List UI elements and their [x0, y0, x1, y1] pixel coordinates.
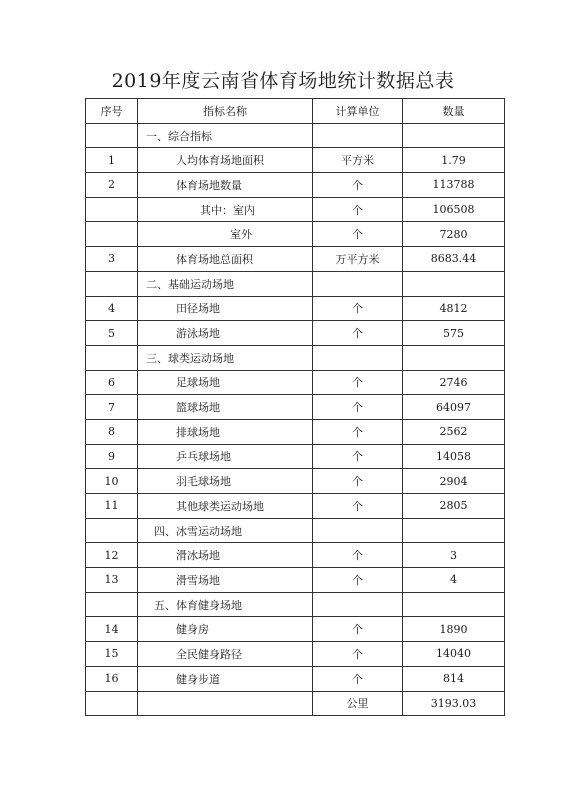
unit-cell: 个 — [313, 370, 403, 395]
indicator-name-cell: 篮球场地 — [138, 395, 313, 420]
quantity-cell: 14058 — [403, 444, 505, 469]
table-row — [86, 271, 505, 296]
seq-cell: 16 — [86, 666, 138, 691]
seq-cell — [86, 691, 138, 716]
quantity-cell — [403, 518, 505, 543]
quantity-cell — [403, 345, 505, 370]
seq-cell: 4 — [86, 296, 138, 321]
indicator-name-cell: 三、球类运动场地 — [138, 345, 313, 370]
quantity-cell: 4 — [403, 568, 505, 593]
indicator-name-cell: 游泳场地 — [138, 321, 313, 346]
table-body — [86, 123, 505, 716]
seq-cell — [86, 345, 138, 370]
indicator-name-cell: 四、冰雪运动场地 — [138, 518, 313, 543]
table-row — [86, 370, 505, 395]
indicator-name-cell: 全民健身路径 — [138, 642, 313, 667]
seq-cell — [86, 197, 138, 222]
unit-cell: 个 — [313, 568, 403, 593]
table-header-row — [86, 99, 505, 124]
table-row — [86, 321, 505, 346]
table-row — [86, 691, 505, 716]
quantity-cell: 106508 — [403, 197, 505, 222]
seq-cell: 12 — [86, 543, 138, 568]
quantity-cell: 113788 — [403, 173, 505, 198]
quantity-cell: 2746 — [403, 370, 505, 395]
unit-cell: 个 — [313, 419, 403, 444]
quantity-cell: 3 — [403, 543, 505, 568]
seq-cell — [86, 123, 138, 148]
seq-cell: 3 — [86, 247, 138, 272]
unit-cell — [313, 271, 403, 296]
quantity-cell: 1890 — [403, 617, 505, 642]
indicator-name-cell: 人均体育场地面积 — [138, 148, 313, 173]
table-row — [86, 148, 505, 173]
unit-cell: 个 — [313, 444, 403, 469]
table-row — [86, 444, 505, 469]
indicator-name-cell: 滑冰场地 — [138, 543, 313, 568]
table-row — [86, 296, 505, 321]
table-row — [86, 642, 505, 667]
seq-cell: 15 — [86, 642, 138, 667]
quantity-cell — [403, 592, 505, 617]
seq-cell — [86, 518, 138, 543]
quantity-cell: 7280 — [403, 222, 505, 247]
indicator-name-cell: 其中：室内 — [138, 197, 313, 222]
seq-cell: 6 — [86, 370, 138, 395]
quantity-cell: 4812 — [403, 296, 505, 321]
unit-cell: 个 — [313, 642, 403, 667]
indicator-name-cell: 滑雪场地 — [138, 568, 313, 593]
indicator-name-cell: 五、体育健身场地 — [138, 592, 313, 617]
quantity-cell: 814 — [403, 666, 505, 691]
seq-cell: 8 — [86, 419, 138, 444]
unit-cell: 个 — [313, 469, 403, 494]
indicator-name-cell: 田径场地 — [138, 296, 313, 321]
indicator-name-cell: 羽毛球场地 — [138, 469, 313, 494]
indicator-name-cell: 其他球类运动场地 — [138, 494, 313, 519]
table-row — [86, 123, 505, 148]
unit-cell — [313, 592, 403, 617]
document-title: 2019年度云南省体育场地统计数据总表 — [111, 70, 455, 92]
indicator-name-cell: 体育场地总面积 — [138, 247, 313, 272]
quantity-cell: 2904 — [403, 469, 505, 494]
indicator-name-cell: 排球场地 — [138, 419, 313, 444]
quantity-cell: 8683.44 — [403, 247, 505, 272]
statistics-table — [85, 98, 505, 716]
table-row — [86, 222, 505, 247]
indicator-name-cell: 室外 — [138, 222, 313, 247]
unit-cell: 个 — [313, 543, 403, 568]
header-unit: 计算单位 — [313, 99, 403, 124]
quantity-cell: 64097 — [403, 395, 505, 420]
indicator-name-cell: 二、基础运动场地 — [138, 271, 313, 296]
quantity-cell — [403, 123, 505, 148]
table-row — [86, 494, 505, 519]
unit-cell: 个 — [313, 617, 403, 642]
table-row — [86, 345, 505, 370]
table-row — [86, 173, 505, 198]
seq-cell: 10 — [86, 469, 138, 494]
table-row — [86, 419, 505, 444]
seq-cell: 2 — [86, 173, 138, 198]
header-seq: 序号 — [86, 99, 138, 124]
table-row — [86, 247, 505, 272]
quantity-cell: 3193.03 — [403, 691, 505, 716]
unit-cell: 个 — [313, 395, 403, 420]
unit-cell — [313, 123, 403, 148]
unit-cell: 个 — [313, 173, 403, 198]
indicator-name-cell: 足球场地 — [138, 370, 313, 395]
table-row — [86, 543, 505, 568]
seq-cell: 14 — [86, 617, 138, 642]
table-row — [86, 666, 505, 691]
unit-cell — [313, 518, 403, 543]
header-qty: 数量 — [403, 99, 505, 124]
table-row — [86, 617, 505, 642]
seq-cell: 11 — [86, 494, 138, 519]
unit-cell: 公里 — [313, 691, 403, 716]
unit-cell: 个 — [313, 296, 403, 321]
table-row — [86, 395, 505, 420]
unit-cell: 个 — [313, 666, 403, 691]
indicator-name-cell — [138, 691, 313, 716]
seq-cell: 1 — [86, 148, 138, 173]
indicator-name-cell: 一、综合指标 — [138, 123, 313, 148]
unit-cell — [313, 345, 403, 370]
quantity-cell: 2562 — [403, 419, 505, 444]
unit-cell: 平方米 — [313, 148, 403, 173]
indicator-name-cell: 乒乓球场地 — [138, 444, 313, 469]
table-row — [86, 518, 505, 543]
seq-cell — [86, 592, 138, 617]
quantity-cell: 1.79 — [403, 148, 505, 173]
indicator-name-cell: 体育场地数量 — [138, 173, 313, 198]
unit-cell: 个 — [313, 494, 403, 519]
table-row — [86, 469, 505, 494]
seq-cell: 13 — [86, 568, 138, 593]
quantity-cell — [403, 271, 505, 296]
indicator-name-cell: 健身步道 — [138, 666, 313, 691]
table-row — [86, 197, 505, 222]
quantity-cell: 2805 — [403, 494, 505, 519]
seq-cell — [86, 271, 138, 296]
indicator-name-cell: 健身房 — [138, 617, 313, 642]
quantity-cell: 14040 — [403, 642, 505, 667]
quantity-cell: 575 — [403, 321, 505, 346]
table-row — [86, 568, 505, 593]
unit-cell: 个 — [313, 321, 403, 346]
seq-cell: 5 — [86, 321, 138, 346]
unit-cell: 个 — [313, 222, 403, 247]
unit-cell: 万平方米 — [313, 247, 403, 272]
header-name: 指标名称 — [138, 99, 313, 124]
seq-cell: 9 — [86, 444, 138, 469]
unit-cell: 个 — [313, 197, 403, 222]
table-row — [86, 592, 505, 617]
seq-cell — [86, 222, 138, 247]
seq-cell: 7 — [86, 395, 138, 420]
